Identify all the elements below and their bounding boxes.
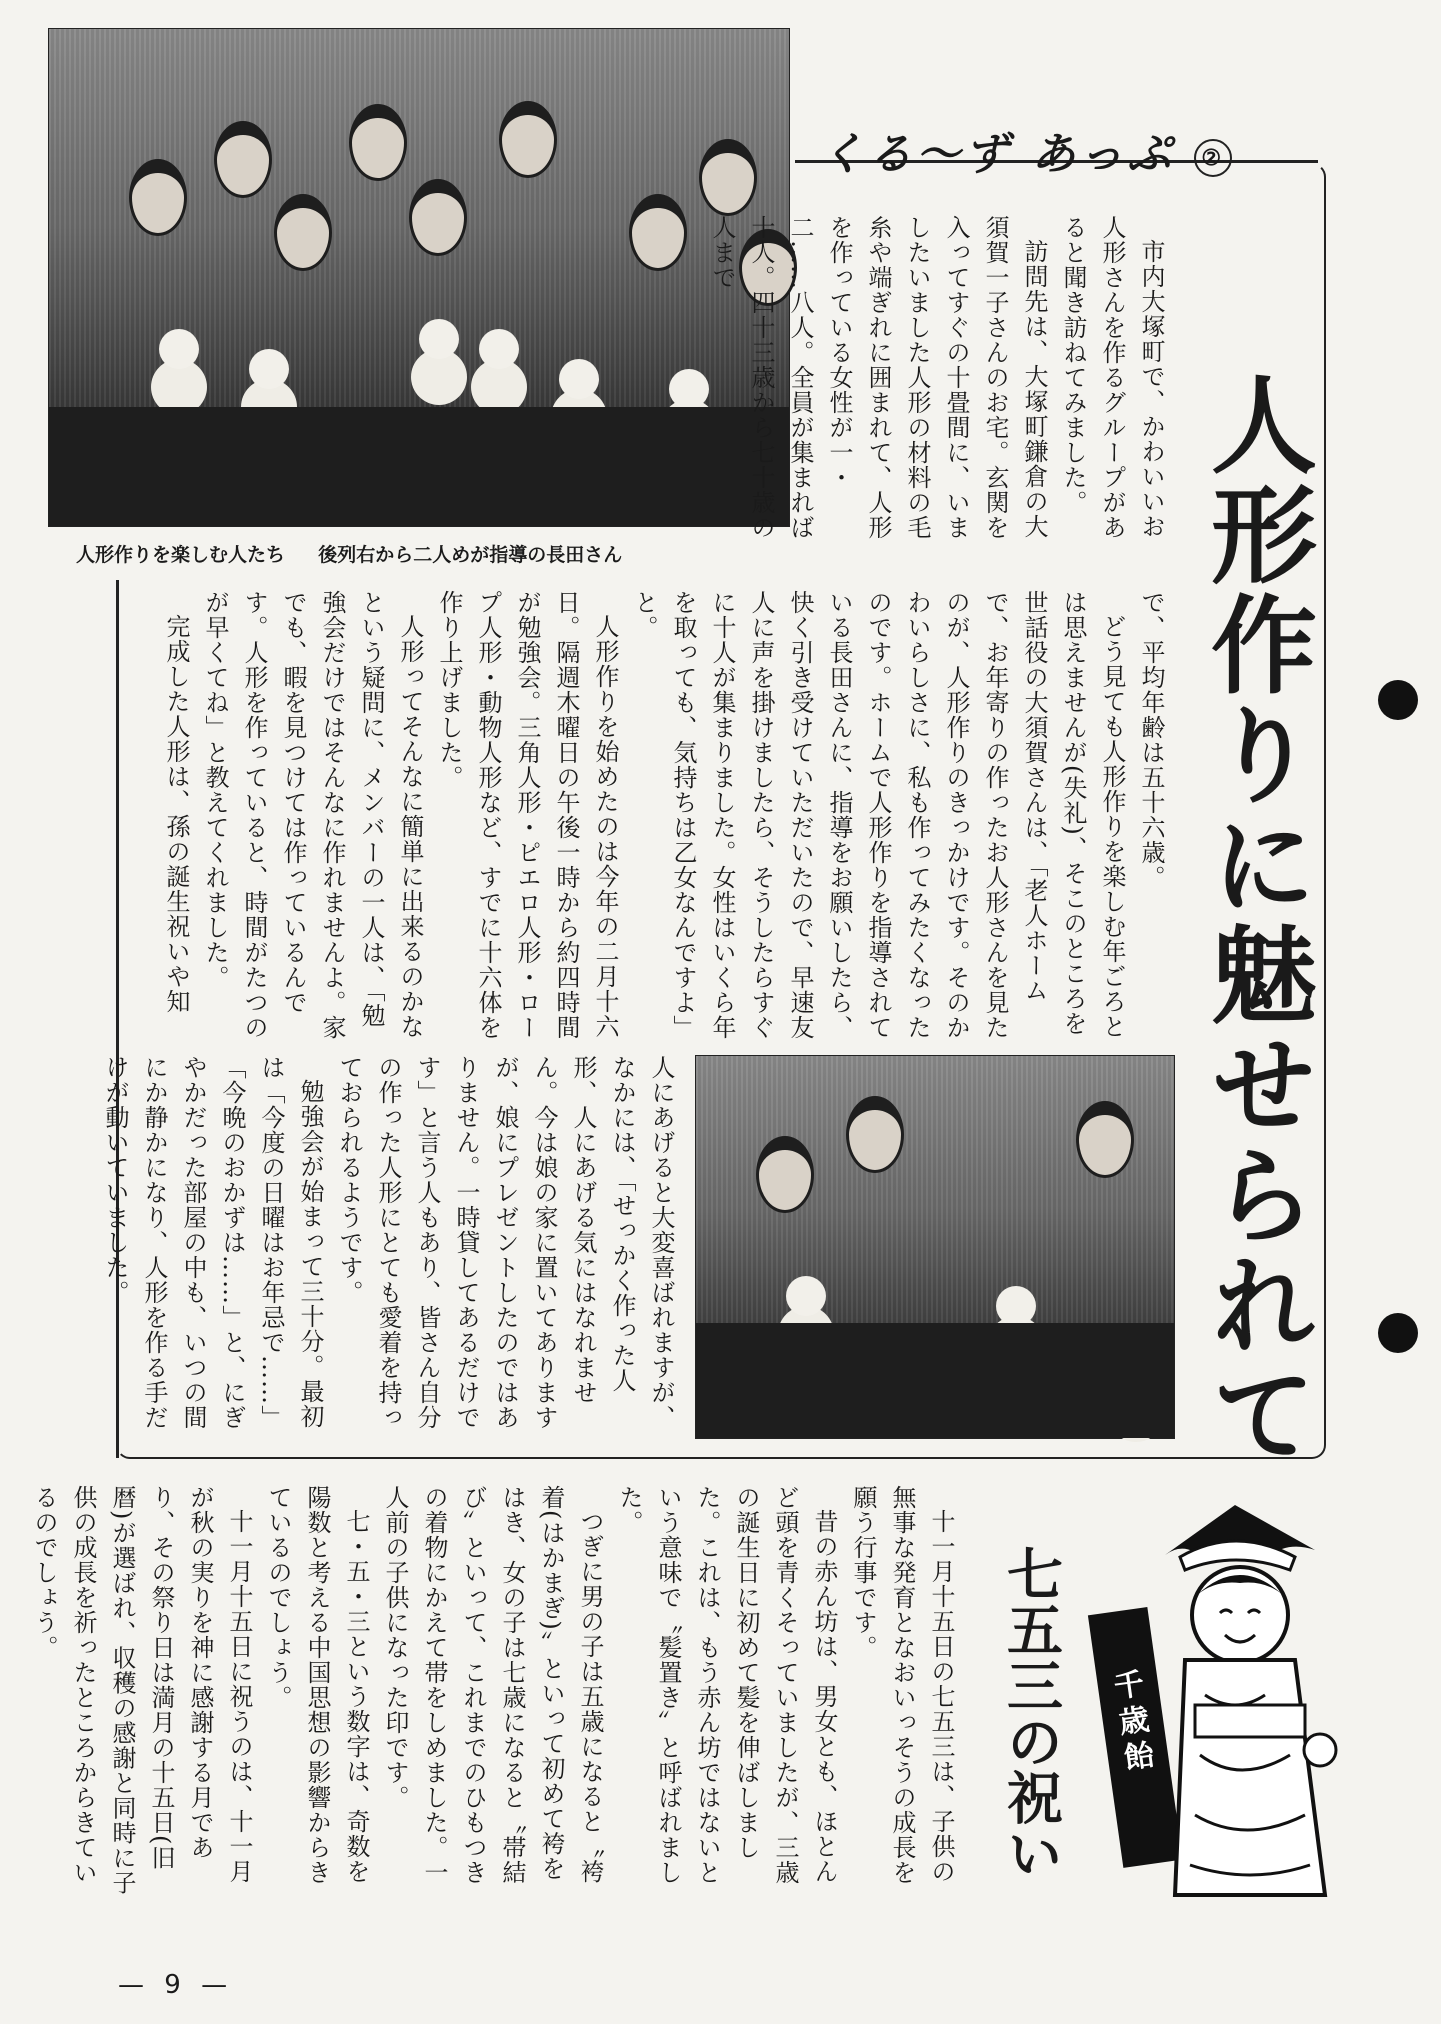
- punch-hole-top: [1378, 680, 1418, 720]
- paragraph: 完成した人形は、孫の誕生祝いや知: [162, 614, 190, 1014]
- caption-right: 後列右から二人めが指導の長田さん: [318, 545, 623, 566]
- paragraph: 昔の赤ん坊は、男女とも、ほとんど頭を青くそっていましたが、三歳の誕生日に初めて髪を伸ばしました。これは、もう赤ん坊ではないという意味で〝髪置き〟と呼ばれました。: [615, 1485, 838, 1885]
- series-logo: [820, 110, 1226, 200]
- paragraph: つぎに男の子は五歳になると〝袴着(はかまぎ)〟といって初めて袴をはき、女の子は七歳になると〝帯結び〟といって、これまでのひもつきの着物にかえて帯をしめました。一人前の子供になった印です。: [381, 1485, 604, 1885]
- logo-number: ②: [1194, 139, 1232, 177]
- paragraph: 市内大塚町で、かわいいお人形さんを作るグループがあると聞き訪ねてみました。: [1059, 215, 1165, 540]
- paragraph: 人形作りを始めたのは今年の二月十六日。隔週木曜日の午後一時から約四時間が勉強会。三角人形・ピエロ人形・ロープ人形・動物人形など、すでに十六体を作り上げました。: [435, 590, 619, 1040]
- chitose-ame-label: 千歳飴: [1111, 1666, 1157, 1777]
- punch-hole-bottom: [1378, 1313, 1418, 1353]
- child-illustration: [1085, 1495, 1355, 1915]
- paragraph: どう見ても人形作りを楽しむ年ごろとは思えませんが(失礼)、そこのところを世話役の大須賀さんは、「老人ホームで、お年寄りの作ったお人形さんを見たのが、人形作りのきっかけです。そのかわいらしさに、私も作ってみたくなったのです。ホームで人形作りを指導されている長田さんに、指導をお願いしたら、快く引き受けていただいたので、早速友人に声を掛けましたら、そうしたらすぐに十人が集まりました。女性はいくら年を取っても、気持ちは乙女なんですよ」と。: [630, 590, 1126, 1040]
- side-article-title: 七五三の祝い: [998, 1545, 1063, 1881]
- paragraph: 十一月十五日に祝うのは、十一月が秋の実りを神に感謝する月であり、その祭り日は満月の十五日(旧暦)が選ばれ、収穫の感謝と同時に子供の成長を祈ったところからきているのでしょう。: [30, 1485, 253, 1896]
- side-article-text: [30, 1485, 960, 1905]
- paragraph: 勉強会が始まって三十分。最初は「今度の日曜はお年忌で……」「今晩のおかずは……」と、にぎやかだった部屋の中も、いつの間にか静かになり、人形を作る手だけが動いていました。: [101, 1055, 324, 1430]
- paragraph: 十一月十五日の七五三は、子供の無事な発育となおいっそうの成長を願う行事です。: [849, 1485, 955, 1885]
- workshop-photo: [695, 1055, 1175, 1439]
- article-mid-text: [140, 590, 1170, 1045]
- paragraph: で、平均年齢は五十六歳。: [1137, 590, 1165, 890]
- paragraph: 人形ってそんなに簡単に出来るのかなという疑問に、メンバーの一人は、「勉強会だけではそんなに作れませんよ。家でも、暇を見つけては作っているんです。人形を作っていると、時間がたつのが早くてね」と教えてくれました。: [201, 590, 424, 1040]
- caption-left: 人形作りを楽しむ人たち: [76, 545, 286, 566]
- logo-text: くる〜ず あっぷ: [820, 129, 1175, 180]
- paragraph: 訪問先は、大塚町鎌倉の大須賀一子さんのお宅。玄関を入ってすぐの十畳間に、いましたいました人形の材料の毛糸や端ぎれに囲まれて、人形を作っている女性が一・二……八人。全員が集まれば十人。四十三歳から七十歳の人まで: [708, 215, 1048, 540]
- article-top-text: [708, 215, 1170, 560]
- page-number: — 9 —: [118, 1970, 234, 2000]
- paragraph: 人にあげると大変喜ばれますが、なかには、「せっかく作った人形、人にあげる気にはなれません。今は娘の家に置いてありますが、娘にプレゼントしたのではありません。一時貸してあるだけです」と言う人もあり、皆さん自分の作った人形にとても愛着を持っておられるようです。: [335, 1055, 675, 1430]
- paragraph: 七・五・三という数字は、奇数を陽数と考える中国思想の影響からきているのでしょう。: [264, 1485, 370, 1885]
- article-lower-text: [101, 1055, 680, 1440]
- article-title: 人形作りに魅せられて: [1194, 370, 1317, 1470]
